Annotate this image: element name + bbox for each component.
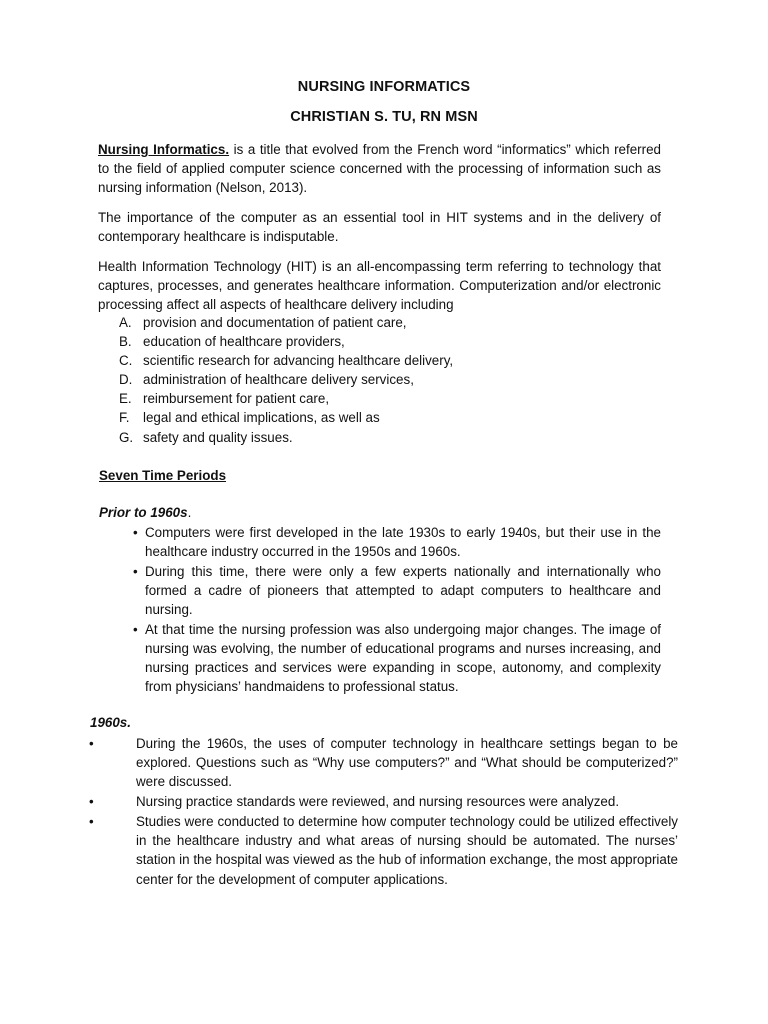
list-item-text: During the 1960s, the uses of computer technology in healthcare settings began to be explored. Questions such as “Why use computers?” and “What should be computerized?” were discussed.	[136, 736, 678, 790]
list-item	[89, 812, 678, 889]
list-item-text: Studies were conducted to determine how computer technology could be utilized effectively in the healthcare industry and what areas of nursing should be automated. The nurses’ station in the hospital was viewed as the hub of information exchange, the most appropriate center for the development of computer applications.	[136, 814, 678, 887]
author-line: CHRISTIAN S. TU, RN MSN	[290, 109, 478, 125]
period-heading-text: Prior to 1960s	[99, 505, 188, 520]
bullet-icon: •	[89, 814, 94, 829]
list-item	[118, 620, 661, 697]
list-item-text: safety and quality issues.	[143, 429, 293, 445]
prior-1960s-bullets	[118, 523, 661, 697]
list-item-text: At that time the nursing profession was also undergoing major changes. The image of nursing was evolving, the number of educational programs and nurses increasing, and nursing practices and services were expanding in scope, autonomy, and complexity from physicians’ handmaidens to professional status.	[145, 621, 661, 695]
list-marker: A.	[119, 315, 132, 330]
list-item	[118, 351, 618, 370]
list-marker: F.	[119, 410, 130, 426]
list-item	[118, 562, 661, 620]
list-marker: C.	[119, 353, 133, 369]
list-marker: D.	[119, 372, 133, 388]
definition-text: is a title that evolved from the French word “informatics” which referred to the field of applied computer science concerned with the processing of information such as nursing information (Nelson, 2013).	[98, 142, 661, 196]
list-item-text: scientific research for advancing healthcare delivery,	[143, 353, 454, 369]
list-item	[118, 408, 618, 427]
hit-paragraph: Health Information Technology (HIT) is an all-encompassing term referring to technology that captures, processes, and generates healthcare information. Computerization and/or electronic processing affect all aspects of healthcare delivery including	[98, 259, 661, 313]
list-marker: B.	[119, 334, 132, 350]
bullet-icon: •	[89, 736, 94, 751]
list-item	[118, 389, 618, 408]
period-heading-punct: .	[187, 505, 192, 520]
period-heading-1960s: 1960s.	[90, 715, 131, 730]
list-item-text: administration of healthcare delivery services,	[143, 372, 414, 388]
importance-paragraph: The importance of the computer as an essential tool in HIT systems and in the delivery of contemporary healthcare is indisputable.	[98, 210, 661, 245]
defined-term: Nursing Informatics.	[98, 142, 230, 157]
period-heading-prior-1960s	[99, 503, 191, 522]
list-item	[118, 523, 661, 561]
list-item	[118, 370, 618, 389]
list-item-text: Computers were first developed in the late 1930s to early 1940s, but their use in the healthcare industry occurred in the 1950s and 1960s.	[145, 525, 661, 560]
intro-paragraph	[98, 140, 661, 198]
list-item	[89, 792, 678, 811]
list-item-text: education of healthcare providers,	[143, 334, 345, 350]
bullet-icon: •	[133, 621, 138, 637]
bullet-icon: •	[133, 563, 138, 579]
the-1960s-bullets	[89, 734, 678, 889]
section-heading: Seven Time Periods	[99, 468, 227, 483]
healthcare-aspects-list	[118, 313, 618, 447]
list-item-text: reimbursement for patient care,	[143, 391, 330, 407]
list-item	[118, 313, 618, 332]
bullet-icon: •	[133, 525, 138, 540]
bullet-icon: •	[89, 794, 94, 810]
document-title: NURSING INFORMATICS	[297, 79, 471, 95]
list-item	[89, 734, 678, 792]
list-item-text: legal and ethical implications, as well as	[143, 410, 380, 426]
list-item-text: provision and documentation of patient care,	[143, 315, 407, 330]
list-item-text: Nursing practice standards were reviewed, and nursing resources were analyzed.	[136, 794, 620, 810]
list-marker: E.	[119, 391, 132, 407]
list-item	[118, 332, 618, 351]
list-item	[118, 428, 618, 447]
list-marker: G.	[119, 429, 134, 445]
list-item-text: During this time, there were only a few experts nationally and internationally who formed a cadre of pioneers that attempted to adapt computers to healthcare and nursing.	[145, 563, 661, 618]
